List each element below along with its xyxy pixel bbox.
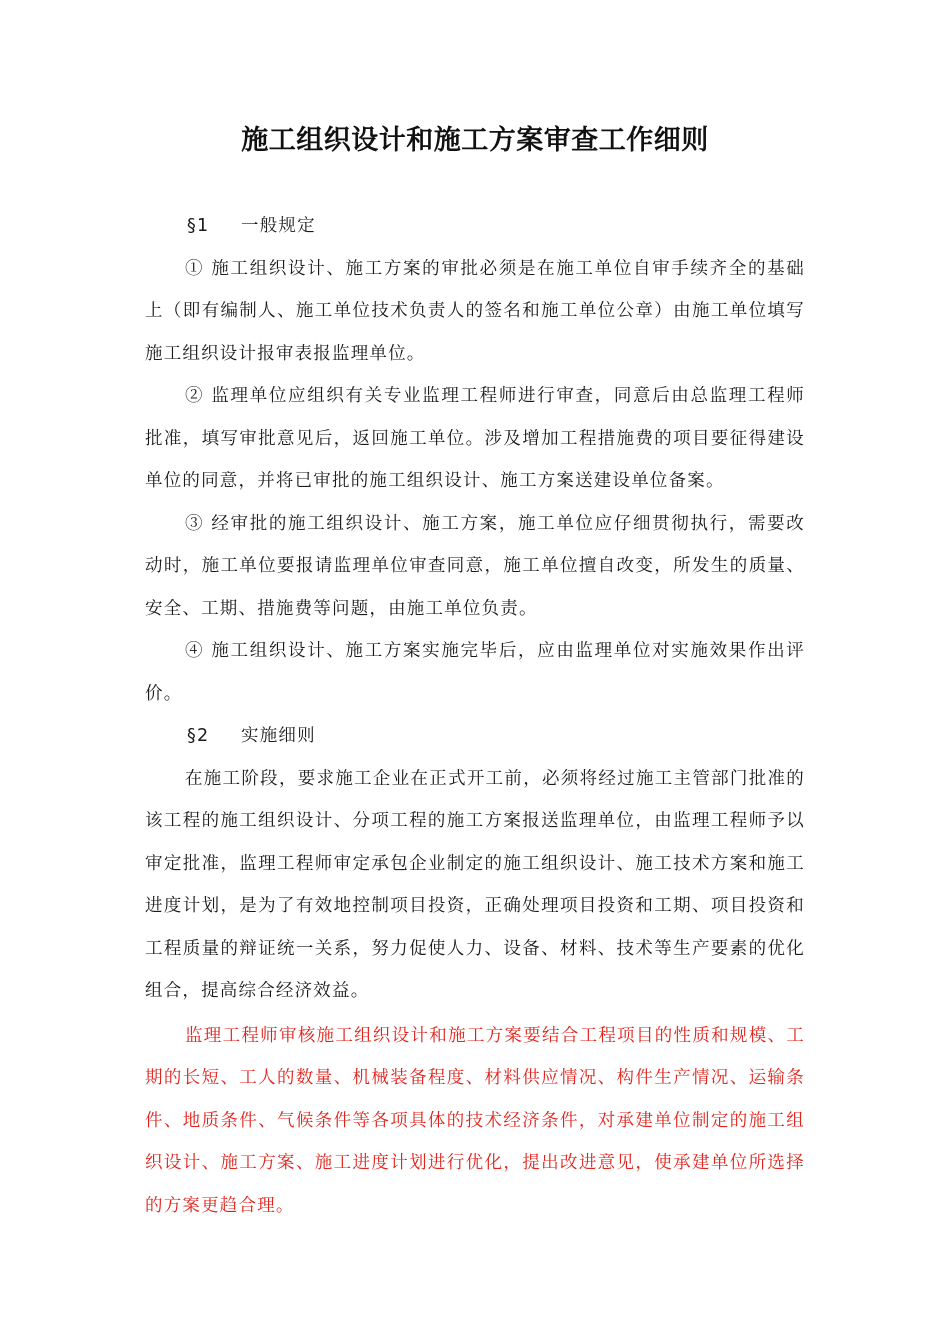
section-heading-general-rules [145,205,805,248]
section-title: 实施细则 [241,726,316,746]
section-number: §1 [187,216,210,236]
page-title: 施工组织设计和施工方案审查工作细则 [241,125,709,156]
section-number: §2 [187,726,210,746]
paragraph-rule-1: ① 施工组织设计、施工方案的审批必须是在施工单位自审手续齐全的基础上（即有编制人、施工单位技术负责人的签名和施工单位公章）由施工单位填写施工组织设计报审表报监理单位。 [145,258,805,364]
paragraph-rule-3: ③ 经审批的施工组织设计、施工方案，施工单位应仔细贯彻执行，需要改动时，施工单位要报请监理单位审查同意，施工单位擅自改变，所发生的质量、安全、工期、措施费等问题，由施工单位负责。 [145,513,805,619]
paragraph-rule-4: ④ 施工组织设计、施工方案实施完毕后，应由监理单位对实施效果作出评价。 [145,641,805,704]
paragraph-rule-2: ② 监理单位应组织有关专业监理工程师进行审查，同意后由总监理工程师批准，填写审批意见后，返回施工单位。涉及增加工程措施费的项目要征得建设单位的同意，并将已审批的施工组织设计、施工方案送建设单位备案。 [145,386,805,491]
section-title: 一般规定 [241,216,316,236]
paragraph-highlighted-red: 监理工程师审核施工组织设计和施工方案要结合工程项目的性质和规模、工期的长短、工人的数量、机械装备程度、材料供应情况、构件生产情况、运输条件、地质条件、气候条件等各项具体的技术经济条件，对承建单位制定的施工组织设计、施工方案、施工进度计划进行优化，提出改进意见，使承建单位所选择的方案更趋合理。 [145,1025,805,1216]
paragraph-implementation: 在施工阶段，要求施工企业在正式开工前，必须将经过施工主管部门批准的该工程的施工组织设计、分项工程的施工方案报送监理单位，由监理工程师予以审定批准，监理工程师审定承包企业制定的施工组织设计、施工技术方案和施工进度计划，是为了有效地控制项目投资，正确处理项目投资和工期、项目投资和工程质量的辩证统一关系，努力促使人力、设备、材料、技术等生产要素的优化组合，提高综合经济效益。 [145,768,805,1001]
section-heading-implementation [145,715,805,758]
document-body [145,205,805,1227]
